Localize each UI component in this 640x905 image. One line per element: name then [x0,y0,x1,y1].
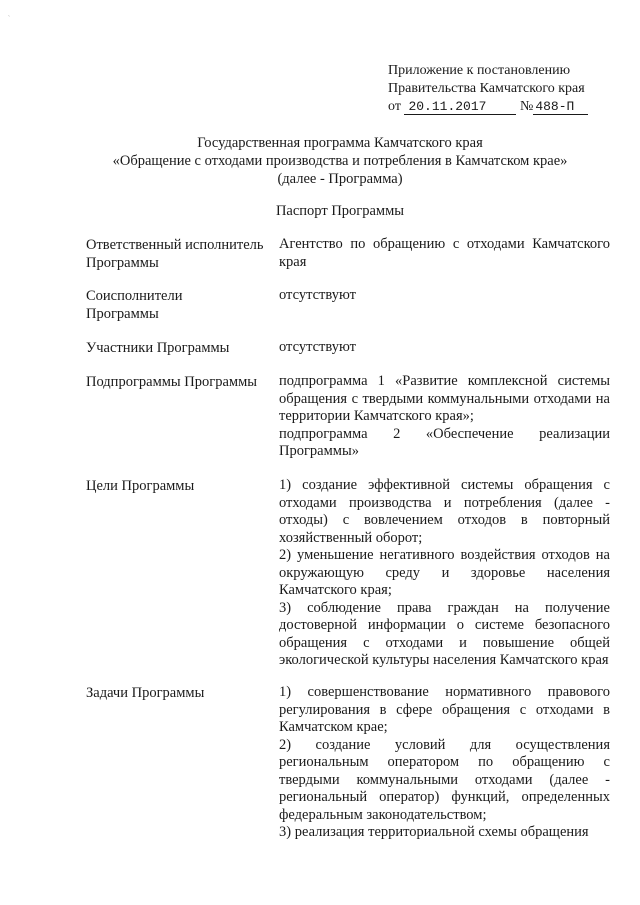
program-title-line-1: Государственная программа Камчатского края [197,135,483,151]
passport-label-co-executors: Соисполнители Программы [86,288,183,322]
passport-label-responsible: Ответственный исполнитель Программы [86,237,264,271]
program-title-line-3: (далее - Программа) [277,171,403,187]
task-item: 3) реализация территориальной схемы обращения [279,824,589,840]
subprogram-item: подпрограмма 1 «Развитие комплексной системы обращения с твердыми коммунальными отходами на территории Камчатского края»; [279,373,610,424]
passport-label-tasks: Задачи Программы [86,685,205,701]
subprogram-item: подпрограмма 2 «Обеспечение реализации Программы» [279,425,610,459]
appendix-date-line [388,98,588,116]
passport-title: Паспорт Программы [275,203,405,219]
program-title [70,134,610,188]
passport-value-co-executors: отсутствуют [279,287,356,303]
passport-label-subprograms: Подпрограммы Программы [86,374,257,390]
appendix-line-2: Правительства Камчатского края [388,81,585,96]
scan-mark: ` [8,16,10,22]
from-label: от [388,99,401,114]
passport-value-tasks [279,684,610,842]
program-title-line-2: «Обращение с отходами производства и потребления в Камчатском крае» [112,153,568,169]
passport-value-goals [279,477,610,670]
passport-value-participants: отсутствуют [279,339,356,355]
appendix-line-1: Приложение к постановлению [388,63,571,78]
passport-label-participants: Участники Программы [86,340,230,356]
resolution-date: 20.11.2017 [404,99,516,115]
number-sign: № [519,99,534,114]
resolution-number: 488-П [533,99,588,115]
goal-item: 1) создание эффективной системы обращения с отходами производства и потребления (далее - отходы) с вовлечением отходов в повторный хозяйственный оборот; [279,477,610,546]
task-item: 2) создание условий для осуществления региональным оператором по обращению с твердыми коммунальными отходами (далее - региональный оператор) функций, определенных федеральным законодательством; [279,736,610,823]
passport-value-subprograms [279,373,610,461]
passport-label-goals: Цели Программы [86,478,195,494]
passport-value-responsible: Агентство по обращению с отходами Камчатского края [279,236,610,270]
goal-item: 3) соблюдение права граждан на получение достоверной информации о системе безопасного обращения с отходами и повышение общей экологической культуры населения Камчатского края [279,599,610,668]
goal-item: 2) уменьшение негативного воздействия отходов на окружающую среду и здоровье населения Камчатского края; [279,547,610,598]
task-item: 1) совершенствование нормативного правового регулирования в сфере обращения с отходами в Камчатском крае; [279,684,610,735]
appendix-header [388,62,588,116]
